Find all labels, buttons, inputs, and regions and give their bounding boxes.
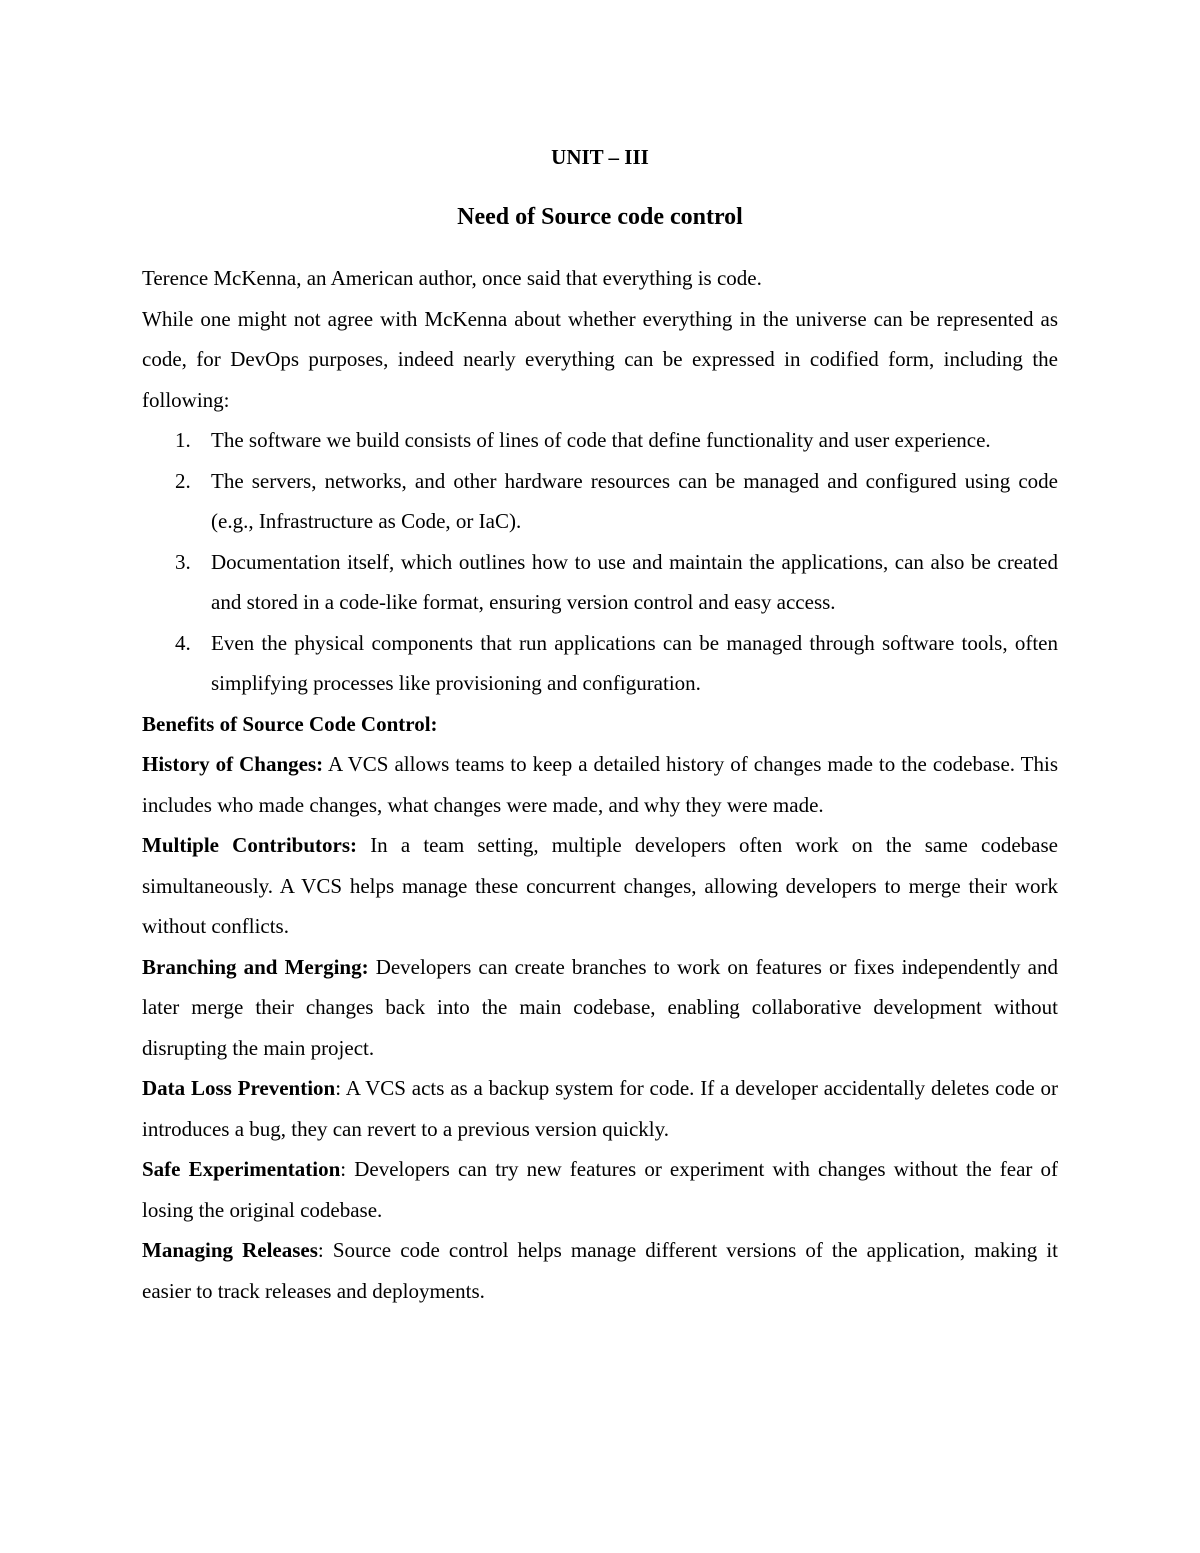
benefit-term: Managing Releases	[142, 1238, 318, 1262]
benefit-term: Safe Experimentation	[142, 1157, 341, 1181]
benefit-paragraph	[142, 825, 1058, 947]
benefit-text: : A VCS acts as a backup system for code. If a developer accidentally deletes code or introduces a bug, they can revert to a previous version quickly.	[142, 1076, 1059, 1141]
intro-quote-line: Terence McKenna, an American author, once said that everything is code.	[142, 266, 762, 290]
list-item	[142, 623, 1058, 704]
list-item-number: 4.	[175, 630, 191, 655]
benefit-term: History of Changes:	[142, 752, 324, 776]
list-item-number: 1.	[175, 428, 191, 452]
benefit-paragraph	[142, 1230, 1058, 1311]
list-item-number: 3.	[175, 549, 191, 574]
intro-paragraph: While one might not agree with McKenna about whether everything in the universe can be represented as code, for DevOps purposes, indeed nearly everything can be expressed in codified form, including the following:	[142, 306, 1058, 412]
benefit-paragraph	[142, 1068, 1058, 1149]
list-item-text: Documentation itself, which outlines how to use and maintain the applications, can also be created and stored in a code-like format, ensuring version control and easy access.	[211, 549, 1058, 614]
benefit-term: Data Loss Prevention	[142, 1076, 336, 1100]
benefit-text: : Source code control helps manage different versions of the application, making it easier to track releases and deployments.	[142, 1238, 1058, 1303]
benefit-term: Branching and Merging:	[142, 954, 369, 979]
benefit-term: Multiple Contributors:	[142, 833, 358, 857]
document-page	[142, 138, 1058, 1311]
benefit-paragraph	[142, 744, 1058, 825]
benefit-text: Developers can create branches to work on features or fixes independently and later merge their changes back into the main codebase, enabling collaborative development without disrupting the main project.	[142, 954, 1058, 1060]
list-item-text: The software we build consists of lines of code that define functionality and user experience.	[211, 428, 991, 452]
codified-items-list	[142, 420, 1058, 704]
list-item	[142, 461, 1058, 542]
list-item	[142, 542, 1058, 623]
list-item-text: Even the physical components that run applications can be managed through software tools, often simplifying processes like provisioning and configuration.	[211, 630, 1058, 695]
list-item-text: The servers, networks, and other hardware resources can be managed and configured using code (e.g., Infrastructure as Code, or IaC).	[211, 468, 1058, 533]
benefit-text: A VCS allows teams to keep a detailed history of changes made to the codebase. This includes who made changes, what changes were made, and why they were made.	[142, 752, 1058, 817]
page-title: Need of Source code control	[457, 204, 743, 230]
benefit-paragraph	[142, 947, 1058, 1069]
list-item-number: 2.	[175, 468, 191, 493]
benefit-paragraph	[142, 1149, 1058, 1230]
benefits-heading: Benefits of Source Code Control:	[142, 711, 438, 736]
list-item	[142, 420, 1058, 461]
benefit-text: : Developers can try new features or experiment with changes without the fear of losing the original codebase.	[142, 1157, 1058, 1222]
benefit-text: In a team setting, multiple developers often work on the same codebase simultaneously. A VCS helps manage these concurrent changes, allowing developers to merge their work without conflicts.	[142, 833, 1059, 938]
unit-title: UNIT – III	[551, 145, 649, 169]
